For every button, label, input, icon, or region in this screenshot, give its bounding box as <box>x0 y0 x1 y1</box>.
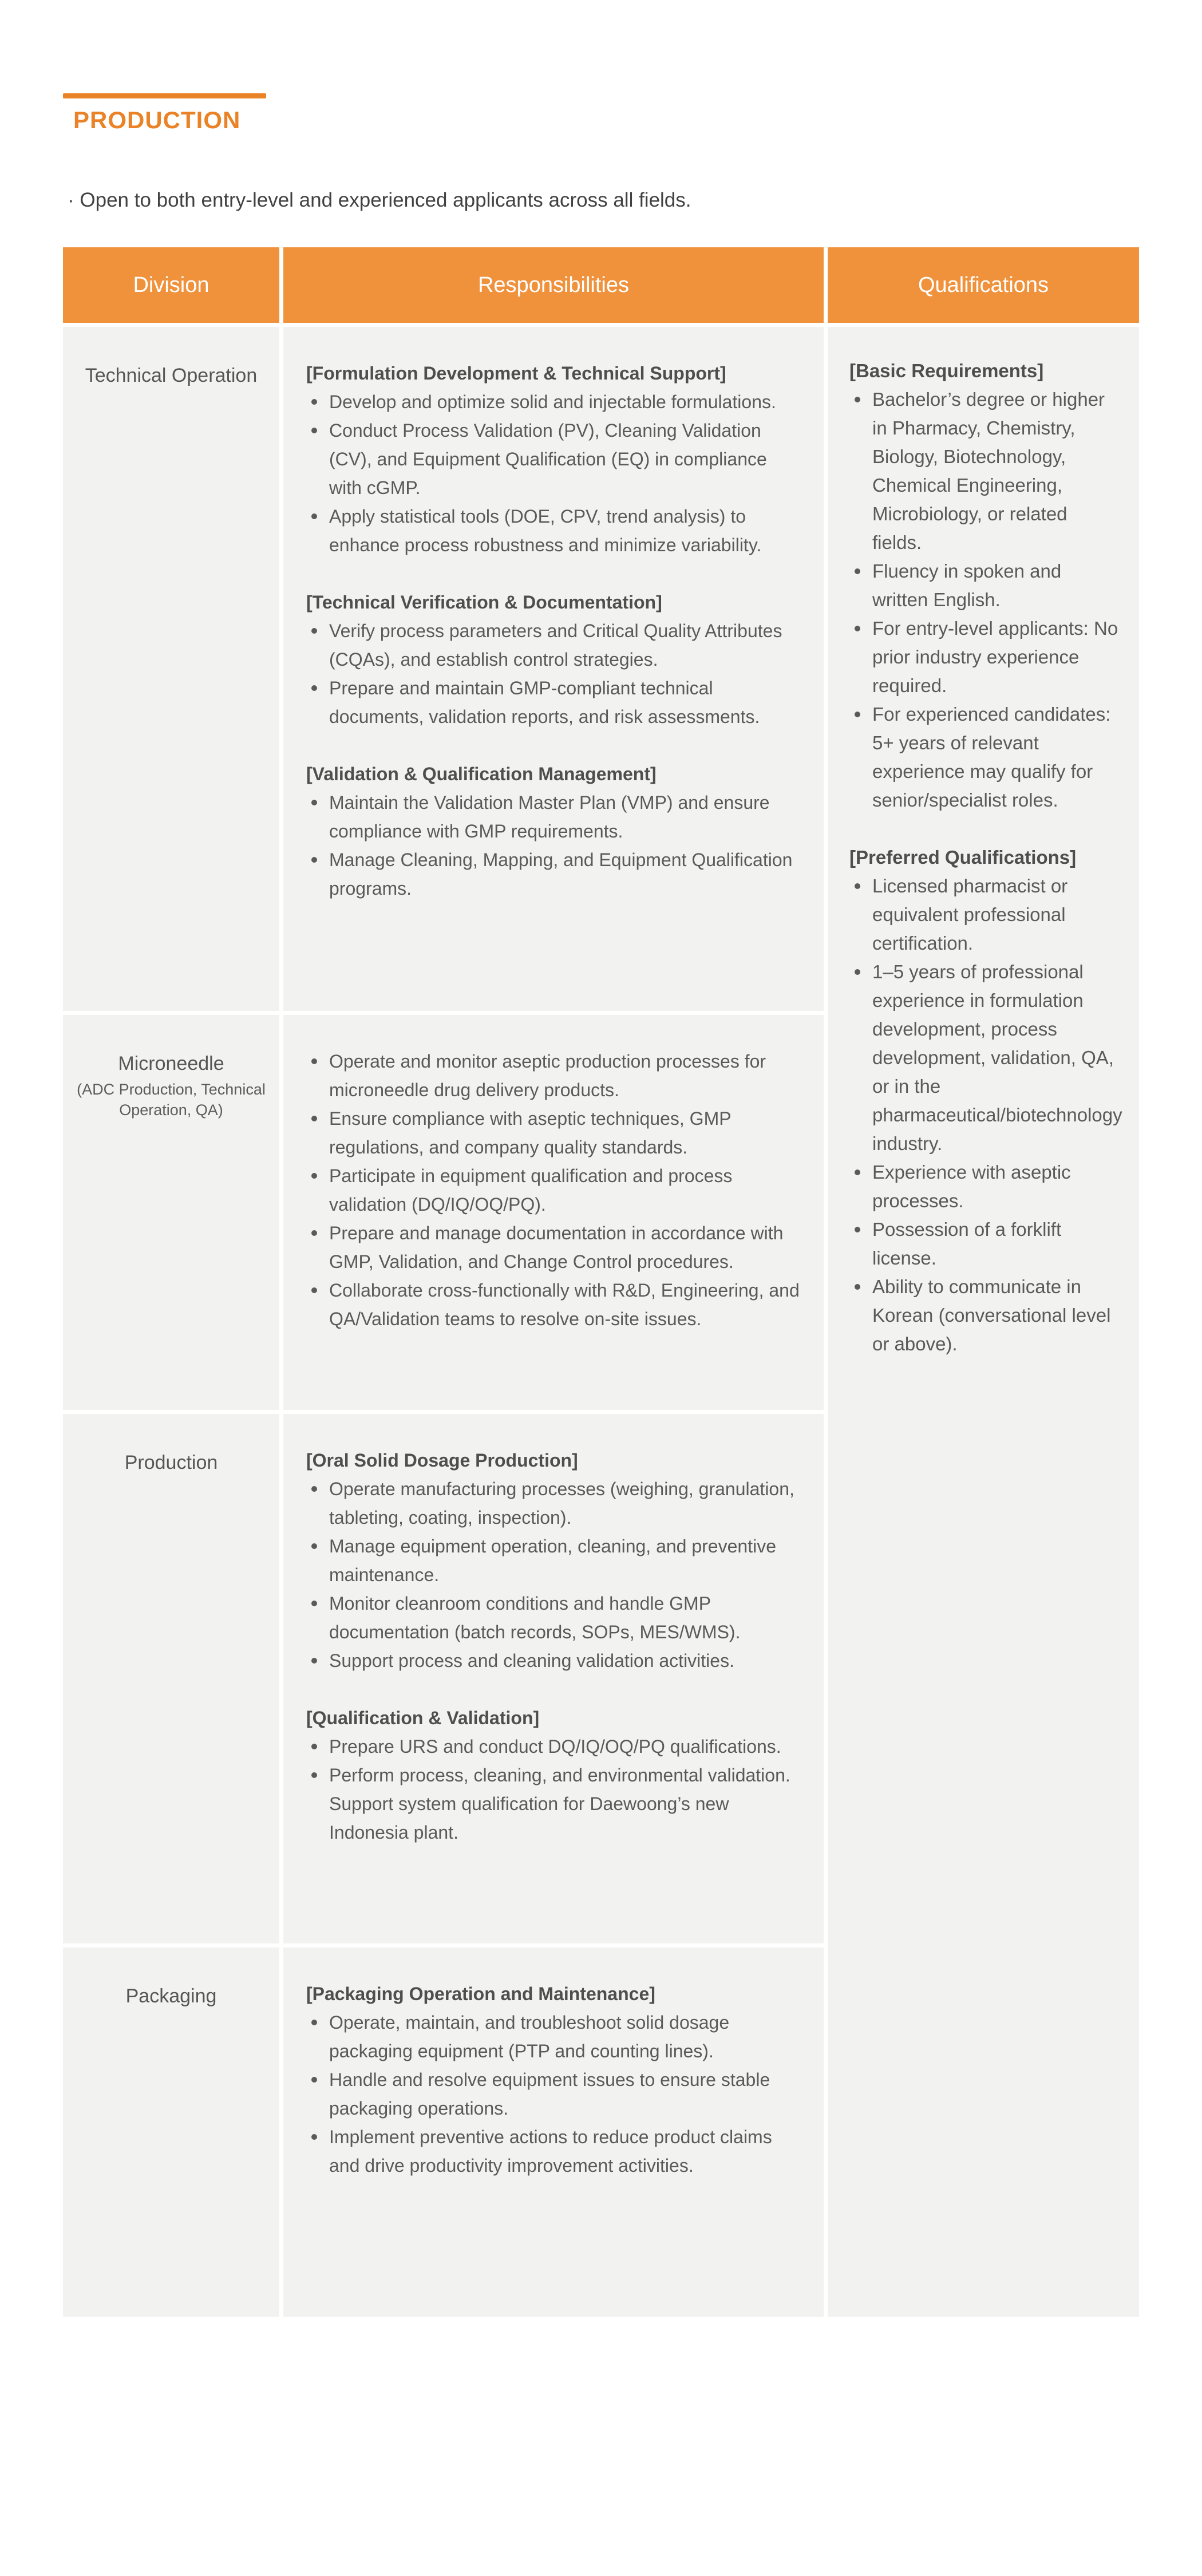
bullet-dot-icon <box>311 628 317 634</box>
division-cell <box>63 327 279 1011</box>
division-cell <box>63 1015 279 1410</box>
bullet-text: Manage equipment operation, cleaning, and preventive maintenance. <box>329 1536 776 1585</box>
bullet-item <box>849 614 1120 700</box>
bullet-item <box>306 1589 800 1646</box>
section-title: [Qualification & Validation] <box>306 1708 540 1728</box>
accent-line <box>63 93 266 98</box>
bullet-text: Prepare and maintain GMP-compliant technical documents, validation reports, and risk assessments. <box>329 678 760 727</box>
responsibilities-cell <box>283 1414 824 1943</box>
bullet-dot-icon <box>311 513 317 519</box>
section <box>849 843 1120 1358</box>
bullet-text: For experienced candidates: 5+ years of relevant experience may qualify for senior/specialist roles. <box>872 704 1111 811</box>
bullet-item <box>306 2123 800 2180</box>
bullet-item <box>306 1732 800 1761</box>
division-label: Packaging <box>125 1985 217 2007</box>
section <box>306 588 800 731</box>
division-label: Technical Operation <box>85 365 258 386</box>
bullet-dot-icon <box>311 1173 317 1179</box>
section <box>306 1980 800 2180</box>
bullet-item <box>849 385 1120 557</box>
bullet-dot-icon <box>855 626 860 631</box>
bullet-dot-icon <box>311 2077 317 2083</box>
plain-text: Support system qualification for Daewoong’s new Indonesia plant. <box>329 1793 729 1843</box>
bullet-dot-icon <box>311 1287 317 1293</box>
bullet-text: Prepare URS and conduct DQ/IQ/OQ/PQ qualifications. <box>329 1736 781 1757</box>
bullet-item <box>849 1215 1120 1273</box>
bullet-text: Experience with aseptic processes. <box>872 1161 1071 1211</box>
section-title: [Formulation Development & Technical Support] <box>306 363 726 384</box>
section <box>306 1047 800 1333</box>
qualifications-cell <box>828 327 1139 2317</box>
section-title: [Packaging Operation and Maintenance] <box>306 1984 655 2004</box>
bullet-text: Bachelor’s degree or higher in Pharmacy, Chemistry, Biology, Biotechnology, Chemical Engineering, Microbiology, or related fields. <box>872 389 1105 553</box>
bullet-item <box>306 1475 800 1532</box>
section <box>849 357 1120 815</box>
bullet-dot-icon <box>311 1772 317 1778</box>
bullet-dot-icon <box>855 712 860 717</box>
column-header-division: Division <box>63 247 279 323</box>
division-label: Microneedle <box>118 1053 224 1074</box>
bullet-text: 1–5 years of professional experience in formulation development, process development, validation, QA, or in the pharmaceutical/biotechnology industry. <box>872 961 1122 1154</box>
bullet-dot-icon <box>311 1543 317 1549</box>
bullet-item <box>306 1646 800 1675</box>
section <box>306 1446 800 1675</box>
bullet-dot-icon <box>311 1601 317 1606</box>
bullet-dot-icon <box>311 428 317 433</box>
bullet-item <box>306 2008 800 2065</box>
responsibilities-cell <box>283 327 824 1011</box>
production-table <box>63 247 1139 2317</box>
responsibilities-cell <box>283 1947 824 2317</box>
bullet-dot-icon <box>855 1284 860 1290</box>
column-header-responsibilities: Responsibilities <box>283 247 824 323</box>
bullet-item <box>306 617 800 674</box>
bullet-item <box>849 1273 1120 1358</box>
section-title: [Basic Requirements] <box>849 360 1044 381</box>
bullet-text: For entry-level applicants: No prior industry experience required. <box>872 618 1118 696</box>
bullet-text: Participate in equipment qualification and process validation (DQ/IQ/OQ/PQ). <box>329 1165 733 1215</box>
bullet-item <box>849 958 1120 1158</box>
bullet-item <box>849 557 1120 614</box>
bullet-text: Prepare and manage documentation in accordance with GMP, Validation, and Change Control procedures. <box>329 1223 784 1272</box>
bullet-item <box>306 1276 800 1333</box>
section-title: [Oral Solid Dosage Production] <box>306 1450 578 1471</box>
bullet-dot-icon <box>311 1744 317 1749</box>
bullet-dot-icon <box>311 2134 317 2140</box>
page-title: PRODUCTION <box>73 106 241 133</box>
section <box>306 760 800 903</box>
bullet-text: Possession of a forklift license. <box>872 1219 1062 1269</box>
section <box>306 359 800 559</box>
bullet-item <box>306 674 800 731</box>
bullet-text: Perform process, cleaning, and environmental validation. <box>329 1765 790 1785</box>
bullet-spacer <box>306 1789 329 1847</box>
section-title: [Validation & Qualification Management] <box>306 764 657 784</box>
bullet-item <box>306 1219 800 1276</box>
bullet-dot-icon <box>311 1486 317 1492</box>
column-header-qualifications: Qualifications <box>828 247 1139 323</box>
bullet-text: Verify process parameters and Critical Quality Attributes (CQAs), and establish control strategies. <box>329 621 782 670</box>
bullet-text: Monitor cleanroom conditions and handle GMP documentation (batch records, SOPs, MES/WMS). <box>329 1593 741 1642</box>
bullet-dot-icon <box>855 883 860 889</box>
bullet-text: Operate and monitor aseptic production processes for microneedle drug delivery products. <box>329 1051 766 1100</box>
bullet-text: Handle and resolve equipment issues to ensure stable packaging operations. <box>329 2069 770 2119</box>
section-title: [Technical Verification & Documentation] <box>306 592 662 613</box>
bullet-dot-icon <box>311 800 317 805</box>
bullet-text: Fluency in spoken and written English. <box>872 560 1062 610</box>
bullet-dot-icon <box>311 857 317 863</box>
bullet-item <box>849 700 1120 815</box>
bullet-item <box>849 1158 1120 1215</box>
bullet-dot-icon <box>855 568 860 574</box>
bullet-dot-icon <box>311 1116 317 1121</box>
bullet-dot-icon <box>855 397 860 402</box>
bullet-text: Licensed pharmacist or equivalent professional certification. <box>872 875 1068 954</box>
bullet-item <box>306 1761 800 1789</box>
bullet-text: Support process and cleaning validation activities. <box>329 1650 734 1671</box>
bullet-text: Manage Cleaning, Mapping, and Equipment Qualification programs. <box>329 850 793 899</box>
bullet-text: Maintain the Validation Master Plan (VMP) and ensure compliance with GMP requirements. <box>329 792 770 841</box>
bullet-item <box>306 2065 800 2123</box>
bullet-dot-icon <box>311 685 317 691</box>
bullet-text: Operate manufacturing processes (weighing, granulation, tableting, coating, inspection). <box>329 1479 794 1528</box>
plain-line <box>306 1789 800 1847</box>
intro-note: · Open to both entry-level and experienced applicants across all fields. <box>68 189 691 211</box>
bullet-dot-icon <box>311 1058 317 1064</box>
division-cell <box>63 1414 279 1943</box>
bullet-text: Implement preventive actions to reduce product claims and drive productivity improvement activities. <box>329 2127 772 2176</box>
bullet-item <box>306 388 800 416</box>
bullet-item <box>306 846 800 903</box>
bullet-text: Develop and optimize solid and injectable formulations. <box>329 392 776 412</box>
bullet-item <box>306 1532 800 1589</box>
bullet-item <box>306 1161 800 1219</box>
bullet-dot-icon <box>311 1658 317 1664</box>
section <box>306 1704 800 1847</box>
division-label: Production <box>124 1452 218 1473</box>
section-title: [Preferred Qualifications] <box>849 847 1077 868</box>
division-cell <box>63 1947 279 2317</box>
responsibilities-cell <box>283 1015 824 1410</box>
bullet-text: Conduct Process Validation (PV), Cleaning Validation (CV), and Equipment Qualification (EQ) in compliance with cGMP. <box>329 420 767 498</box>
bullet-text: Operate, maintain, and troubleshoot solid dosage packaging equipment (PTP and counting lines). <box>329 2012 730 2061</box>
bullet-dot-icon <box>311 1230 317 1236</box>
bullet-text: Ensure compliance with aseptic techniques, GMP regulations, and company quality standards. <box>329 1108 731 1157</box>
bullet-item <box>306 416 800 502</box>
bullet-text: Ability to communicate in Korean (conversational level or above). <box>872 1276 1111 1354</box>
bullet-item <box>306 502 800 559</box>
bullet-item <box>849 872 1120 958</box>
bullet-item <box>306 1047 800 1104</box>
bullet-item <box>306 1104 800 1161</box>
bullet-dot-icon <box>311 2020 317 2025</box>
bullet-text: Apply statistical tools (DOE, CPV, trend analysis) to enhance process robustness and minimize variability. <box>329 506 762 555</box>
bullet-dot-icon <box>311 399 317 405</box>
bullet-text: Collaborate cross-functionally with R&D, Engineering, and QA/Validation teams to resolve on-site issues. <box>329 1280 800 1329</box>
bullet-dot-icon <box>855 969 860 975</box>
bullet-item <box>306 788 800 846</box>
bullet-dot-icon <box>855 1227 860 1232</box>
division-sublabel: (ADC Production, Technical Operation, QA) <box>77 1081 266 1119</box>
bullet-dot-icon <box>855 1170 860 1175</box>
